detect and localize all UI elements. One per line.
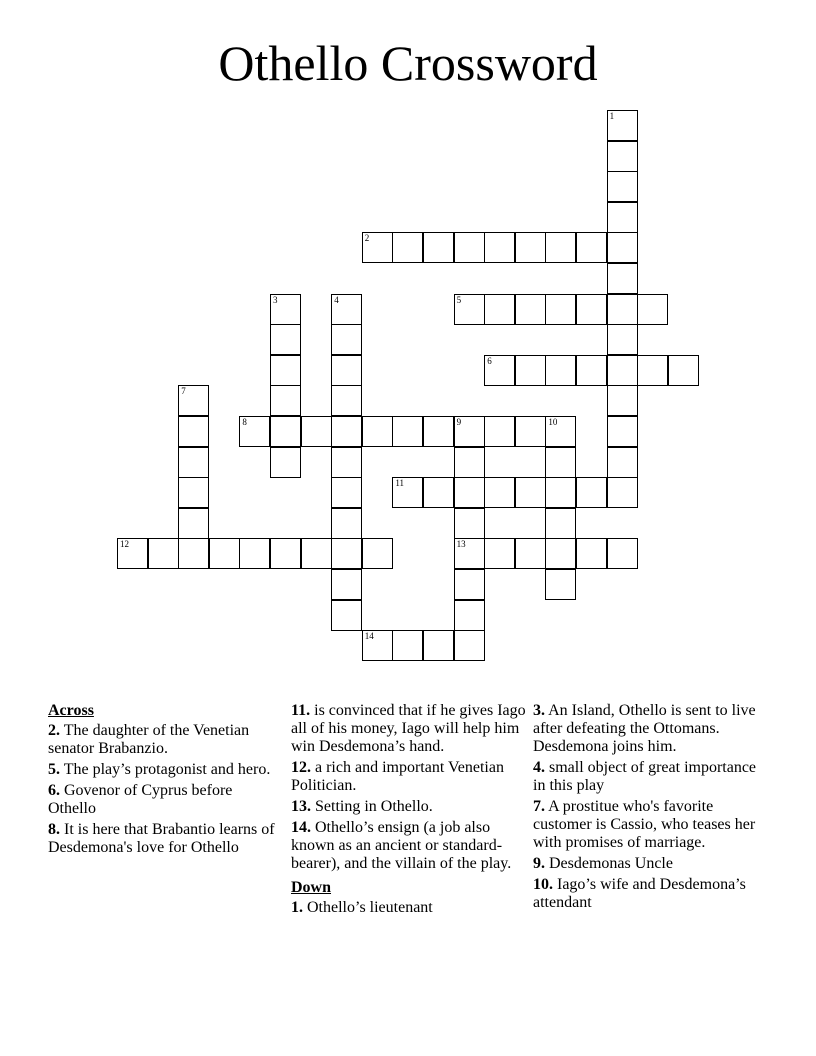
across-clue-2: 2. The daughter of the Venetian senator Brabanzio. — [48, 722, 250, 757]
grid-cell[interactable] — [454, 294, 485, 325]
grid-cell[interactable] — [454, 477, 485, 508]
grid-cell[interactable] — [331, 508, 362, 539]
grid-cell[interactable] — [607, 232, 638, 263]
grid-cell[interactable] — [362, 630, 393, 661]
grid-cell[interactable] — [576, 232, 607, 263]
grid-cell[interactable] — [178, 416, 209, 447]
grid-cell[interactable] — [607, 141, 638, 172]
grid-cell[interactable] — [423, 232, 454, 263]
grid-cell[interactable] — [117, 538, 148, 569]
grid-cell[interactable] — [362, 538, 393, 569]
grid-cell[interactable] — [209, 538, 240, 569]
grid-cell[interactable] — [392, 416, 423, 447]
grid-cell[interactable] — [545, 508, 576, 539]
cell-number: 1 — [609, 111, 615, 121]
grid-cell[interactable] — [423, 477, 454, 508]
grid-cell[interactable] — [576, 538, 607, 569]
grid-cell[interactable] — [607, 538, 638, 569]
down-heading: Down — [291, 879, 332, 896]
grid-cell[interactable] — [301, 538, 332, 569]
grid-cell[interactable] — [239, 538, 270, 569]
grid-cell[interactable] — [545, 416, 576, 447]
grid-cell[interactable] — [576, 355, 607, 386]
cell-number: 5 — [456, 294, 462, 305]
grid-cell[interactable] — [392, 232, 423, 263]
grid-cell[interactable] — [607, 447, 638, 478]
across-clue-13: 13. Setting in Othello. — [291, 798, 433, 815]
grid-cell[interactable] — [607, 355, 638, 386]
grid-cell[interactable] — [148, 538, 179, 569]
cell-number: 2 — [364, 233, 370, 244]
grid-cell[interactable] — [331, 385, 362, 416]
grid-cell[interactable] — [331, 324, 362, 355]
grid-cell[interactable] — [484, 477, 515, 508]
grid-cell[interactable] — [484, 232, 515, 263]
clues-column-3 — [533, 702, 769, 915]
grid-cell[interactable] — [331, 477, 362, 508]
grid-cell[interactable] — [454, 508, 485, 539]
grid-cell[interactable] — [607, 385, 638, 416]
grid-cell[interactable] — [454, 600, 485, 631]
grid-cell[interactable] — [576, 294, 607, 325]
grid-cell[interactable] — [484, 294, 515, 325]
grid-cell[interactable] — [607, 110, 638, 141]
cell-number: 9 — [456, 417, 462, 427]
across-clue-11: 11. is convinced that if he gives Iago all of his money, Iago will help him win Desdemona’s hand. — [291, 702, 526, 755]
grid-cell[interactable] — [270, 324, 301, 355]
grid-cell[interactable] — [178, 538, 209, 569]
cell-number: 3 — [273, 294, 278, 305]
down-clue-10: 10. Iago’s wife and Desdemona’s attendant — [533, 876, 746, 911]
grid-cell[interactable] — [545, 569, 576, 600]
grid-cell[interactable] — [607, 294, 638, 325]
grid-cell[interactable] — [545, 538, 576, 569]
grid-cell[interactable] — [576, 477, 607, 508]
grid-cell[interactable] — [423, 630, 454, 661]
grid-cell[interactable] — [178, 385, 209, 416]
grid-cell[interactable] — [515, 416, 546, 447]
grid-cell[interactable] — [270, 416, 301, 447]
cell-number: 13 — [456, 539, 466, 550]
grid-cell[interactable] — [607, 416, 638, 447]
grid-cell[interactable] — [270, 447, 301, 478]
cell-number: 8 — [242, 417, 247, 427]
grid-cell[interactable] — [454, 569, 485, 600]
across-clue-14: 14. Othello’s ensign (a job also known as an ancient or standard-bearer), and the villain of the play. — [291, 819, 512, 872]
down-clue-4: 4. small object of great importance in this play — [533, 759, 757, 794]
across-clue-8: 8. It is here that Brabantio learns of Desdemona's love for Othello — [48, 821, 275, 856]
grid-cell[interactable] — [484, 355, 515, 386]
grid-cell[interactable] — [637, 355, 668, 386]
grid-cell[interactable] — [301, 416, 332, 447]
grid-cell[interactable] — [270, 355, 301, 386]
grid-cell[interactable] — [331, 416, 362, 447]
grid-cell[interactable] — [607, 171, 638, 202]
down-clue-1: 1. Othello’s lieutenant — [291, 899, 433, 916]
grid-cell[interactable] — [331, 538, 362, 569]
cell-number: 6 — [487, 355, 492, 366]
grid-cell[interactable] — [392, 477, 423, 508]
grid-cell[interactable] — [331, 447, 362, 478]
grid-cell[interactable] — [607, 202, 638, 233]
grid-cell[interactable] — [484, 538, 515, 569]
cell-number: 10 — [548, 417, 558, 427]
grid-cell[interactable] — [607, 263, 638, 294]
grid-cell[interactable] — [545, 294, 576, 325]
grid-cell[interactable] — [362, 416, 393, 447]
grid-cell[interactable] — [270, 294, 301, 325]
grid-cell[interactable] — [331, 600, 362, 631]
cell-number: 7 — [181, 386, 186, 397]
grid-cell[interactable] — [607, 477, 638, 508]
down-clue-7: 7. A prostitue who's favorite customer is Cassio, who teases her with promises of marriage. — [533, 798, 756, 851]
grid-cell[interactable] — [545, 232, 576, 263]
grid-cell[interactable] — [331, 569, 362, 600]
grid-cell[interactable] — [454, 232, 485, 263]
grid-cell[interactable] — [423, 416, 454, 447]
grid-cell[interactable] — [178, 508, 209, 539]
down-clue-9: 9. Desdemonas Uncle — [533, 855, 673, 872]
cell-number: 12 — [120, 539, 129, 550]
grid-cell[interactable] — [454, 447, 485, 478]
cell-number: 11 — [395, 478, 405, 489]
down-clue-3: 3. An Island, Othello is sent to live after defeating the Ottomans. Desdemona joins him. — [533, 702, 756, 755]
grid-cell[interactable] — [668, 355, 699, 386]
grid-cell[interactable] — [331, 294, 362, 325]
across-clue-5: 5. The play’s protagonist and hero. — [48, 761, 271, 778]
grid-cell[interactable] — [178, 477, 209, 508]
grid-cell[interactable] — [454, 630, 485, 661]
clues-column-1 — [48, 702, 284, 860]
grid-cell[interactable] — [515, 538, 546, 569]
grid-cell[interactable] — [239, 416, 270, 447]
grid-cell[interactable] — [454, 538, 485, 569]
grid-cell[interactable] — [270, 538, 301, 569]
clues-column-2 — [291, 702, 527, 920]
grid-cell[interactable] — [515, 294, 546, 325]
grid-cell[interactable] — [392, 630, 423, 661]
grid-cell[interactable] — [270, 385, 301, 416]
grid-cell[interactable] — [484, 416, 515, 447]
grid-cell[interactable] — [545, 477, 576, 508]
grid-cell[interactable] — [515, 232, 546, 263]
cell-number: 4 — [334, 294, 339, 305]
grid-cell[interactable] — [515, 477, 546, 508]
grid-cell[interactable] — [454, 416, 485, 447]
grid-cell[interactable] — [515, 355, 546, 386]
page-title: Othello Crossword — [218, 35, 598, 91]
grid-cell[interactable] — [545, 447, 576, 478]
across-clue-6: 6. Govenor of Cyprus before Othello — [48, 782, 233, 817]
grid-cell[interactable] — [607, 324, 638, 355]
grid-cell[interactable] — [362, 232, 393, 263]
grid-cell[interactable] — [178, 447, 209, 478]
grid-cell[interactable] — [545, 355, 576, 386]
grid-cell[interactable] — [331, 355, 362, 386]
cell-number: 14 — [364, 631, 374, 642]
across-heading: Across — [48, 702, 94, 719]
across-clue-12: 12. a rich and important Venetian Politician. — [291, 759, 504, 794]
grid-cell[interactable] — [637, 294, 668, 325]
